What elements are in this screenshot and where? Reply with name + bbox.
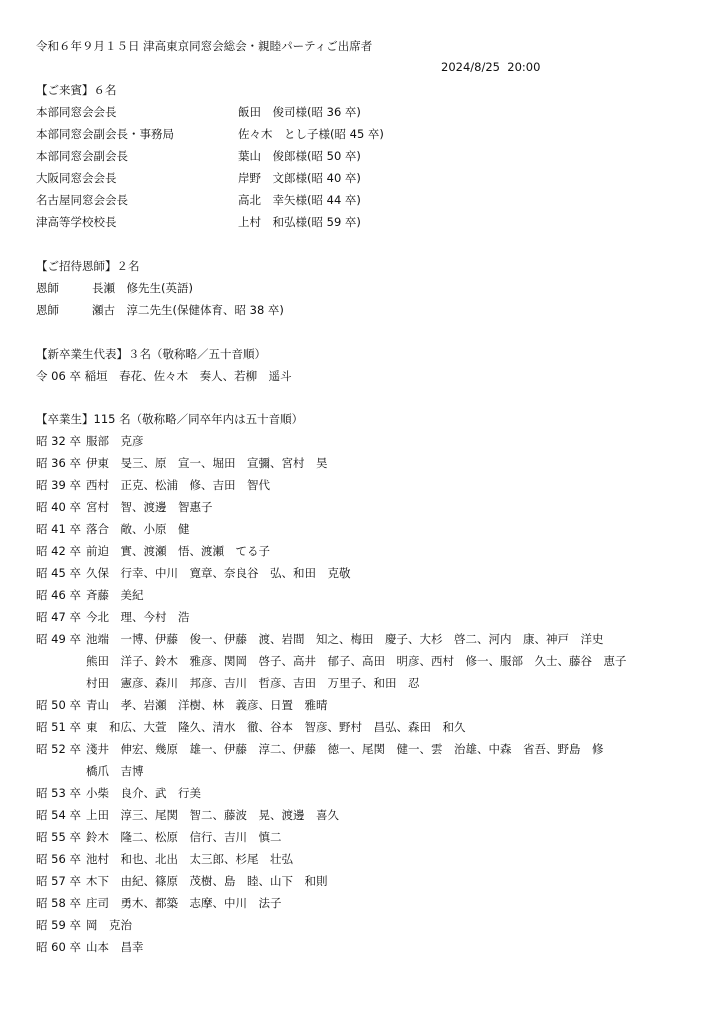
graduate-names: 鈴木 隆二、松原 信行、吉川 慎二: [86, 830, 282, 844]
graduate-year: 昭 54 卒: [36, 808, 81, 822]
graduate-year: 昭 42 卒: [36, 544, 81, 558]
graduate-names: 伊東 旻三、原 宣一、堀田 宣彌、宮村 昊: [86, 456, 328, 470]
guests-heading: 【ご来賓】６名: [36, 83, 117, 97]
document-date: 2024/8/25 20:00: [441, 60, 541, 74]
teachers-heading: 【ご招待恩師】２名: [36, 259, 140, 273]
graduate-year: 昭 56 卒: [36, 852, 81, 866]
graduate-year: 昭 49 卒: [36, 632, 81, 646]
graduate-year: 昭 60 卒: [36, 940, 81, 954]
guest-role: 名古屋同窓会会長: [36, 193, 128, 207]
graduate-names: 池村 和也、北出 太三郎、杉尾 壮弘: [86, 852, 293, 866]
graduate-names: 久保 行幸、中川 寛章、奈良谷 弘、和田 克敬: [86, 566, 351, 580]
guest-name: 上村 和弘様(昭 59 卒): [238, 215, 361, 229]
teacher-name: 長瀬 修先生(英語): [92, 281, 193, 295]
graduate-year: 昭 46 卒: [36, 588, 81, 602]
graduate-names: 岡 克治: [86, 918, 132, 932]
graduate-year: 昭 59 卒: [36, 918, 81, 932]
new-grads-line: 令 06 卒 稲垣 春花、佐々木 奏人、若柳 遥斗: [36, 369, 292, 383]
graduate-year: 昭 50 卒: [36, 698, 81, 712]
graduate-names: 池端 一博、伊藤 俊一、伊藤 渡、岩間 知之、梅田 慶子、大杉 啓二、河内 康、神戸 洋史: [86, 632, 604, 646]
teacher-name: 瀬古 淳二先生(保健体育、昭 38 卒): [92, 303, 284, 317]
graduate-names: 山本 昌幸: [86, 940, 144, 954]
graduate-year: 昭 40 卒: [36, 500, 81, 514]
graduate-names: 熊田 洋子、鈴木 雅彦、関岡 啓子、高井 郁子、高田 明彦、西村 修一、服部 久士、藤谷 恵子: [86, 654, 627, 668]
guest-role: 大阪同窓会会長: [36, 171, 117, 185]
graduate-names: 西村 正克、松浦 修、吉田 智代: [86, 478, 270, 492]
graduate-names: 小柴 良介、武 行美: [86, 786, 201, 800]
graduate-names: 青山 孝、岩瀬 洋樹、林 義彦、日置 雅晴: [86, 698, 328, 712]
graduate-names: 東 和広、大萱 隆久、清水 徹、谷本 智彦、野村 昌弘、森田 和久: [86, 720, 466, 734]
graduate-year: 昭 45 卒: [36, 566, 81, 580]
guest-role: 本部同窓会会長: [36, 105, 117, 119]
graduate-year: 昭 32 卒: [36, 434, 81, 448]
guest-name: 飯田 俊司様(昭 36 卒): [238, 105, 361, 119]
graduate-year: 昭 47 卒: [36, 610, 81, 624]
guest-name: 葉山 俊郎様(昭 50 卒): [238, 149, 361, 163]
graduate-names: 村田 憲彦、森川 邦彦、吉川 哲彦、吉田 万里子、和田 忍: [86, 676, 420, 690]
graduates-heading: 【卒業生】115 名（敬称略／同卒年内は五十音順）: [36, 412, 304, 426]
guest-name: 佐々木 とし子様(昭 45 卒): [238, 127, 384, 141]
new-grads-heading: 【新卒業生代表】３名（敬称略／五十音順）: [36, 347, 266, 361]
graduate-year: 昭 58 卒: [36, 896, 81, 910]
graduate-names: 服部 克彦: [86, 434, 144, 448]
document-title: 令和６年９月１５日 津高東京同窓会総会・親睦パーティご出席者: [36, 39, 373, 53]
guest-role: 津高等学校校長: [36, 215, 117, 229]
guest-name: 高北 幸矢様(昭 44 卒): [238, 193, 361, 207]
graduate-year: 昭 39 卒: [36, 478, 81, 492]
graduate-names: 橋爪 吉博: [86, 764, 144, 778]
graduate-year: 昭 52 卒: [36, 742, 81, 756]
graduate-names: 今北 理、今村 浩: [86, 610, 190, 624]
graduate-year: 昭 53 卒: [36, 786, 81, 800]
teacher-role: 恩師: [36, 281, 59, 295]
graduate-year: 昭 51 卒: [36, 720, 81, 734]
graduate-names: 庄司 勇木、都築 志摩、中川 法子: [86, 896, 282, 910]
graduate-year: 昭 57 卒: [36, 874, 81, 888]
graduate-names: 木下 由紀、篠原 茂樹、島 睦、山下 和則: [86, 874, 328, 888]
graduate-year: 昭 41 卒: [36, 522, 81, 536]
graduate-names: 前迫 實、渡瀬 悟、渡瀬 てる子: [86, 544, 270, 558]
guest-role: 本部同窓会副会長・事務局: [36, 127, 174, 141]
graduate-year: 昭 36 卒: [36, 456, 81, 470]
graduate-names: 落合 敞、小原 健: [86, 522, 190, 536]
guest-role: 本部同窓会副会長: [36, 149, 128, 163]
teacher-role: 恩師: [36, 303, 59, 317]
graduate-names: 上田 淳三、尾関 智二、藤波 晃、渡邊 喜久: [86, 808, 339, 822]
guest-name: 岸野 文郎様(昭 40 卒): [238, 171, 361, 185]
graduate-names: 宮村 智、渡邊 智惠子: [86, 500, 213, 514]
graduate-names: 淺井 伸宏、幾原 雄一、伊藤 淳二、伊藤 徳一、尾関 健一、雲 治雄、中森 省吾、野島 修: [86, 742, 604, 756]
graduate-year: 昭 55 卒: [36, 830, 81, 844]
graduate-names: 斉藤 美紀: [86, 588, 144, 602]
